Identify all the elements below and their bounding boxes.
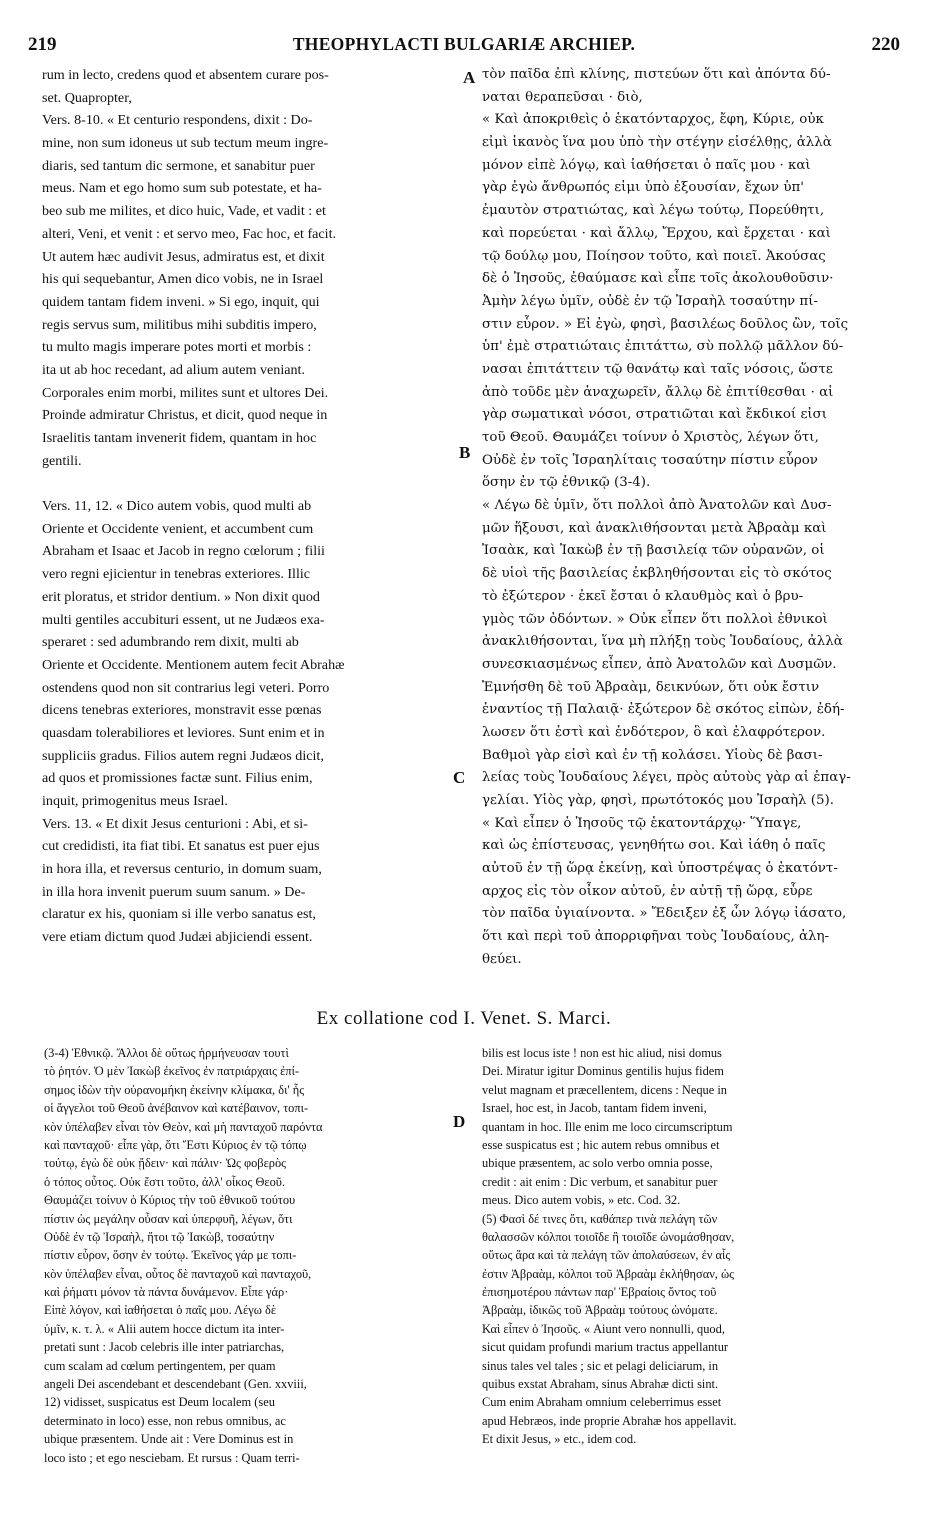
text-line: ὅσην ἐν τῷ ἐθνικῷ (3-4). [482, 475, 651, 491]
text-line: Oriente et Occidente venient, et accumbent cum [42, 520, 314, 537]
text-line: τοῦ Θεοῦ. Θαυμάζει τοίνυν ὁ Χριστὸς, λέγων ὅτι, [482, 430, 819, 445]
text-line: quidem tantam fidem inveni. » Si ego, inquit, qui [42, 293, 320, 310]
text-line: suppliciis gradus. Filios autem regni Judæos dicit, [42, 747, 324, 764]
text-line: angeli Dei ascendebant et descendebant (Gen. xxviii, [44, 1377, 307, 1392]
text-line: Cum enim Abraham omnium celeberrimus esset [482, 1395, 722, 1410]
text-line: μόνον εἰπὲ λόγῳ, καὶ ἰαθήσεται ὁ παῖς μου · καὶ [482, 157, 811, 173]
text-line: καὶ πανταχοῦ· εἶπε γὰρ, ὅτι Ἔστι Κύριος ἐν τῷ τόπῳ [44, 1137, 307, 1152]
page-number-left: 219 [28, 34, 57, 55]
text-line: ἀνακλιθήσονται, ἵνα μὴ πλήξῃ τοὺς Ἰουδαίους, ἀλλὰ [482, 634, 843, 650]
text-line: Oriente et Occidente. Mentionem autem fecit Abrahæ [42, 656, 345, 673]
text-line: sicut quidam profundi marium tractus appellantur [482, 1340, 729, 1355]
text-line: θαλασσῶν κόλποι τοιοῖδε ἢ τοιοῖδε ὠνομάσθησαν, [482, 1229, 735, 1244]
text-line: « Καὶ ἀποκριθεὶς ὁ ἑκατόνταρχος, ἔφη, Κύριε, οὐκ [482, 112, 824, 128]
text-line: τὸ ἐξώτερον · ἐκεῖ ἔσται ὁ κλαυθμὸς καὶ ὁ βρυ- [482, 588, 804, 604]
text-line: credit : ait enim : Dic verbum, et sanabitur puer [482, 1174, 718, 1189]
text-line: cut credidisti, ita fiat tibi. Et sanatus est puer ejus [42, 838, 320, 855]
text-line: τὸν παῖδα ὑγιαίνοντα. » Ἔδειξεν ἐξ ὧν λόγῳ ἰάσατο, [482, 906, 847, 922]
text-line: dicens tenebras exteriores, monstravit esse pœnas [42, 702, 322, 719]
text-line: Ἐμνήσθη δὲ τοῦ Ἀβραὰμ, δεικνύων, ὅτι οὐκ ἔστιν [482, 679, 820, 695]
text-line: in hora illa, et reversus centurio, in domum suam, [42, 861, 322, 878]
text-line: ad quos et promissiones factæ sunt. Filius enim, [42, 770, 313, 787]
text-line: Israel, hoc est, in Jacob, tantam fidem inveni, [482, 1101, 707, 1116]
text-line: Εἰπὲ λόγον, καὶ ἰαθήσεται ὁ παῖς μου. Λέγω δὲ [44, 1303, 277, 1318]
text-line: Ἀμὴν λέγω ὑμῖν, οὐδὲ ἐν τῷ Ἰσραὴλ τοσαύτην πί- [482, 293, 819, 309]
text-line: λείας τοὺς Ἰουδαίους λέγει, πρὸς αὐτοὺς γὰρ αἱ ἐπαγ- [482, 770, 851, 786]
text-line: Vers. 13. « Et dixit Jesus centurioni : Abi, et si- [42, 815, 308, 832]
text-line: speraret : sed adumbrando rem dixit, multi ab [42, 634, 299, 651]
text-line: pretati sunt : Jacob celebris ille inter patriarchas, [44, 1340, 285, 1355]
text-line: ἐναντίος τῇ Παλαιᾷ· ἐξώτερον δὲ σκότος εἰπὼν, ἐδή- [482, 702, 845, 718]
text-line: ὅτι καὶ περὶ τοῦ ἀπορριφῆναι τοὺς Ἰουδαίους, ἀλη- [482, 929, 830, 945]
text-line: ubique præsentem. Unde ait : Vere Dominus est in [44, 1432, 294, 1447]
text-line: set. Quapropter, [42, 89, 132, 106]
text-line: Israelitis tantam invenerit fidem, quantam in hoc [42, 430, 317, 446]
text-line: his qui sequebantur, Amen dico vobis, ne in Israel [42, 271, 324, 288]
text-line: apud Hebræos, inde proprie Abrahæ hos appellavit. [482, 1413, 737, 1428]
text-line: ναται θεραπεῦσαι · διὸ, [482, 89, 643, 105]
text-line: νασαι ἐπιτάττειν τῷ θανάτῳ καὶ ταῖς νόσοις, ὥστε [482, 361, 833, 377]
text-line: (5) Φασὶ δέ τινες ὅτι, καθάπερ τινὰ πελάγη τῶν [482, 1211, 718, 1226]
text-line: δὲ ὁ Ἰησοῦς, ἐθαύμασε καὶ εἶπε τοῖς ἀκολουθοῦσιν· [482, 271, 834, 287]
text-line: ὁ τόπος οὗτος. Οὐκ ἔστι τοῦτο, ἀλλ' οἶκος Θεοῦ. [44, 1174, 286, 1189]
text-line: καὶ ὡς ἐπίστευσας, γενηθήτω σοι. Καὶ ἰάθη ὁ παῖς [482, 838, 826, 854]
margin-letter-d: D [453, 1112, 466, 1131]
text-line: ita ut ab hoc recedant, ad alium autem veniant. [42, 361, 305, 378]
text-line: ἀπὸ τοῦδε μὲν ἀναχωρεῖν, ἄλλῳ δὲ ἐπιτίθεσθαι · αἱ [482, 384, 834, 400]
text-line: beo sub me milites, et dico huic, Vade, et vadit : et [42, 203, 326, 220]
text-line: ἐμαυτὸν στρατιώτας, καὶ λέγω τούτῳ, Πορεύθητι, [482, 203, 825, 219]
text-line: inquit, primogenitus meus Israel. [42, 793, 228, 809]
text-line: regis servus sum, militibus mihi subditis impero, [42, 316, 317, 333]
text-line: τὸν παῖδα ἐπὶ κλίνης, πιστεύων ὅτι καὶ ἀπόντα δύ- [482, 67, 831, 82]
text-line: quantam in hoc. Ille enim me loco circumscriptum [482, 1119, 733, 1134]
text-line: τῷ δούλῳ μου, Ποίησον τοῦτο, καὶ ποιεῖ. Ἀκούσας [482, 248, 826, 264]
text-line: Οὐδὲ ἐν τῷ Ἰσραὴλ, ἤτοι τῷ Ἰακὼβ, τοσαύτην [44, 1229, 275, 1244]
text-line: claratur ex his, quoniam si ille verbo sanatus est, [42, 906, 316, 923]
text-line: ostendens quod non sit contrarius legi veteri. Porro [42, 679, 330, 696]
text-line: mine, non sum idoneus ut sub tectum meum ingre- [42, 135, 329, 152]
text-line: γελίαι. Υἱὸς γὰρ, φησὶ, πρωτότοκός μου Ἰσραὴλ (5). [482, 793, 835, 808]
text-line: οὕτως ἄρα καὶ τὰ πελάγη τῶν ἀπολαύσεων, ἐν αἷς [482, 1248, 731, 1263]
text-line: θεύει. [482, 951, 522, 967]
margin-letter-a: A [463, 68, 476, 87]
text-line: gentili. [42, 452, 82, 469]
text-line: ἐστιν Ἀβραὰμ, κόλποι τοῦ Ἀβραὰμ ἐκλήθησαν, ὡς [482, 1266, 735, 1281]
collation-heading: Ex collatione cod I. Venet. S. Marci. [316, 1008, 612, 1029]
text-line: vere etiam dictum quod Judæi abjiciendi essent. [42, 929, 313, 946]
text-line: σημος ἰδὼν τὴν οὐρανομήκη ἐκείνην κλίμακα, δι' ἧς [44, 1082, 305, 1097]
text-line: Et dixit Jesus, » etc., idem cod. [482, 1432, 637, 1447]
text-line: (3-4) Ἐθνικῷ. Ἄλλοι δὲ οὕτως ἡρμήνευσαν τουτὶ [44, 1046, 289, 1060]
text-line: στιν εὗρον. » Εἰ ἐγὼ, φησὶ, βασιλέως δοῦλος ὢν, τοῖς [482, 316, 849, 332]
text-line: tu multo magis imperare potes morti et morbis : [42, 339, 312, 356]
text-line: cum scalam ad cœlum pertingentem, per quam [44, 1358, 276, 1373]
text-line: ὑπ' ἐμὲ στρατιώταις ἐπιτάττω, σὺ πολλῷ μᾶλλον δύ- [482, 339, 844, 355]
text-line: loco isto ; et ego nesciebam. Et rursus : Quam terri- [44, 1450, 300, 1465]
text-line: Vers. 8-10. « Et centurio respondens, dixit : Do- [42, 112, 313, 129]
latin-column [42, 64, 458, 949]
text-line: αρχος εἰς τὸν οἶκον αὐτοῦ, ἐν αὐτῇ τῇ ὥρᾳ, εὗρε [482, 883, 813, 899]
text-line: κὸν ὑπέλαβεν εἶναι τὸν Θεὸν, καὶ μὴ πανταχοῦ παρόντα [44, 1119, 323, 1134]
text-line: Vers. 11, 12. « Dico autem vobis, quod multi ab [42, 498, 312, 515]
text-line: velut magnam et præcellentem, dicens : Neque in [482, 1082, 727, 1097]
text-line: Dei. Miratur igitur Dominus gentilis hujus fidem [482, 1064, 724, 1079]
text-line: quibus exstat Abraham, sinus Abrahæ dicti sint. [482, 1377, 719, 1392]
running-title: THEOPHYLACTI BULGARIÆ ARCHIEP. [292, 34, 636, 54]
text-line: Βαθμοὶ γὰρ εἰσὶ καὶ ἐν τῇ κολάσει. Υἱοὺς δὲ βασι- [482, 747, 823, 763]
text-line: ὑμῖν, κ. τ. λ. « Alii autem hocce dictum ita inter- [44, 1321, 285, 1336]
text-line: Θαυμάζει τοίνυν ὁ Κύριος τὴν τοῦ ἐθνικοῦ τούτου [44, 1193, 296, 1208]
text-line: esse suspicatus est ; hic autem rebus omnibus et [482, 1137, 720, 1152]
text-line: γμὸς τῶν ὀδόντων. » Οὐκ εἶπεν ὅτι πολλοὶ ἐθνικοὶ [482, 611, 828, 627]
text-line: Ἰσαὰκ, καὶ Ἰακὼβ ἐν τῇ βασιλείᾳ τῶν οὐρανῶν, οἱ [482, 543, 825, 559]
text-line: καὶ πορεύεται · καὶ ἄλλῳ, Ἔρχου, καὶ ἔρχεται · καὶ [482, 225, 831, 241]
text-line: in illa hora invenit puerum suum sanum. » De- [42, 883, 306, 900]
text-line: Corporales enim morbi, milites sunt et ultores Dei. [42, 384, 329, 401]
text-line: meus. Dico autem vobis, » etc. Cod. 32. [482, 1193, 681, 1208]
footnote-left-column [44, 1044, 450, 1467]
page-number-right: 220 [871, 34, 900, 55]
text-line: Ἀβραὰμ, ἰδικῶς τοῦ Ἀβραὰμ τούτους ὠνόματε. [482, 1303, 718, 1318]
text-line: μῶν ἥξουσι, καὶ ἀνακλιθήσονται μετὰ Ἀβραὰμ καὶ [482, 520, 827, 536]
text-line [42, 472, 458, 495]
text-line: εἰμὶ ἱκανὸς ἵνα μου ὑπὸ τὴν στέγην εἰσέλθῃς, ἀλλὰ [482, 135, 832, 151]
text-line: γὰρ σωματικαὶ νόσοι, στρατιῶται καὶ ἔκδικοί εἰσι [482, 407, 828, 423]
text-line: Proinde admiratur Christus, et dicit, quod neque in [42, 407, 328, 424]
text-line: δὲ υἱοὶ τῆς βασιλείας ἐκβληθήσονται εἰς τὸ σκότος [482, 566, 832, 582]
text-line: determinato in loco) esse, non rebus omnibus, ac [44, 1413, 286, 1428]
text-line: Οὐδὲ ἐν τοῖς Ἰσραηλίταις τοσαύτην πίστιν εὗρον [482, 452, 818, 468]
text-line: Abraham et Isaac et Jacob in regno cœlorum ; filii [42, 543, 325, 560]
text-line: multi gentiles accubituri essent, ut ne Judæos exa- [42, 611, 325, 628]
margin-letter-b: B [459, 443, 471, 462]
text-line: meus. Nam et ego homo sum sub potestate, et ha- [42, 180, 322, 197]
text-line: Καὶ εἶπεν ὁ Ἰησοῦς. « Aiunt vero nonnulli, quod, [482, 1321, 725, 1336]
text-line: αὐτοῦ ἐν τῇ ὥρᾳ ἐκείνῃ, καὶ ὑποστρέψας ὁ ἑκατόντ- [482, 861, 838, 877]
text-line: τούτῳ, ἐγὼ δὲ οὐκ ᾔδειν· καὶ πάλιν· Ὡς φοβερὸς [44, 1156, 287, 1171]
text-line: ἐπισημοτέρου πάντων παρ' Ἑβραίοις ὄντος τοῦ [482, 1285, 717, 1300]
greek-column [482, 64, 902, 972]
text-line: ubique præsentem, ac solo verbo omnia posse, [482, 1156, 713, 1171]
text-line: rum in lecto, credens quod et absentem curare pos- [42, 67, 329, 83]
text-line: sinus tales vel tales ; sic et pelagi deliciarum, in [482, 1358, 719, 1373]
text-line: οἱ ἄγγελοι τοῦ Θεοῦ ἀνέβαινον καὶ κατέβαινον, τοπι- [44, 1101, 309, 1116]
text-line: Ut autem hæc audivit Jesus, admiratus est, et dixit [42, 248, 325, 265]
text-line: 12) vidisset, suspicatus est Deum localem (seu [44, 1395, 275, 1410]
running-header [28, 34, 900, 62]
text-line: καὶ ῥήματι μόνον τὰ πάντα δυνάμενον. Εἶπε γάρ· [44, 1285, 289, 1300]
text-line: τὸ ῥητόν. Ὁ μὲν Ἰακὼβ ἐκεῖνος ἐν πατριάρχαις ἐπί- [44, 1064, 300, 1079]
text-line: vero regni ejicientur in tenebras exteriores. Illic [42, 566, 311, 583]
text-line: diaris, sed tantum dic sermone, et sanabitur puer [42, 157, 315, 174]
text-line: alteri, Veni, et venit : et servo meo, Fac hoc, et facit. [42, 225, 337, 242]
text-line: « Καὶ εἶπεν ὁ Ἰησοῦς τῷ ἑκατοντάρχῳ· Ὕπαγε, [482, 815, 802, 831]
text-line: πίστιν εὗρον, ὅσην ἐν τούτῳ. Ἐκεῖνος γάρ με τοπι- [44, 1248, 297, 1263]
text-line: « Λέγω δὲ ὑμῖν, ὅτι πολλοὶ ἀπὸ Ἀνατολῶν καὶ Δυσ- [482, 498, 832, 514]
text-line: κὸν ὑπέλαβεν εἶναι, οὗτος δὲ πανταχοῦ καὶ πανταχοῦ, [44, 1266, 312, 1281]
text-line: πίστιν ὡς μεγάλην οὖσαν καὶ ὑπερφυῆ, λέγων, ὅτι [44, 1211, 293, 1226]
text-line: erit ploratus, et stridor dentium. » Non dixit quod [42, 588, 320, 605]
text-line: bilis est locus iste ! non est hic aliud, nisi domus [482, 1046, 722, 1060]
text-line: συνεσκιασμένως εἶπεν, ἀπὸ Ἀνατολῶν καὶ Δυσμῶν. [482, 656, 837, 672]
text-line: quasdam tolerabiliores et leviores. Sunt enim et in [42, 724, 325, 741]
footnote-right-column [482, 1044, 902, 1449]
text-line: γὰρ ἐγὼ ἄνθρωπός εἰμι ὑπὸ ἐξουσίαν, ἔχων ὑπ' [482, 180, 804, 196]
text-line: λωσεν ὅτι ἐστὶ καὶ ἐνδότερον, ὃ καὶ ἐλαφρότερον. [482, 724, 826, 740]
margin-letter-c: C [453, 768, 466, 787]
